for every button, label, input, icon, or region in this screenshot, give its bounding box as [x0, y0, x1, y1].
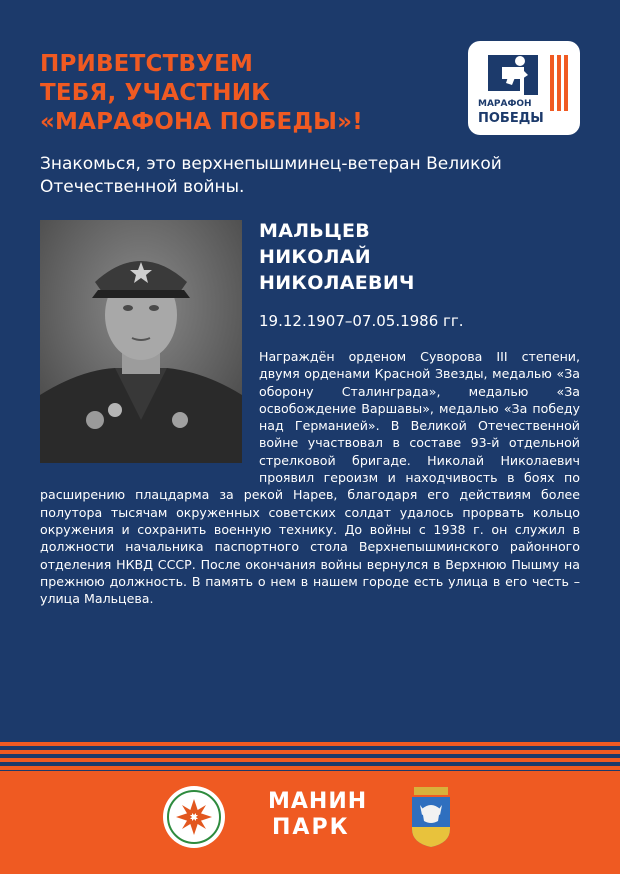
marathon-logo [468, 41, 580, 135]
life-dates: 19.12.1907–07.05.1986 гг. [259, 312, 464, 330]
title-line-3: «МАРАФОНА ПОБЕДЫ»! [40, 109, 363, 135]
manin-park-logo [268, 789, 368, 849]
logo-text-marathon: МАРАФОН [478, 99, 532, 109]
footer [0, 771, 620, 874]
name-line-1: МАЛЬЦЕВ [259, 220, 371, 242]
title-line-2: ТЕБЯ, УЧАСТНИК [40, 80, 271, 106]
logo-text-victory: ПОБЕДЫ [478, 111, 544, 126]
biography-text: Награждён орденом Суворова III степени, двумя орденами Красной Звезды, медалью «За оборону Сталинграда», медалью «За освобождение Варшавы», медалью «За победу над Германией». В Великой Отечественной войне участвовал в составе 93-й отдельной стрелковой бригаде. Николай Николаевич проявил героизм и находчивость в боях по расширению плацдарма за рекой Нарев, благодаря его действиям более полутора тысячам окруженных советских солдат удалось прорвать кольцо окружения и сохранить военную технику. До войны с 1938 г. он служил в должности начальника паспортного стола Верхнепышминского районного отделения НКВД СССР. После окончания войны вернулся в Верхнюю Пышму на прежнюю должность. В память о нем в нашем городе есть улица в его честь – улица Мальцева. [40, 349, 580, 607]
park-text: ПАРК [272, 815, 350, 840]
veteran-name [259, 218, 579, 296]
intro-text: Знакомься, это верхнепышминец-ветеран Великой Отечественной войны. [40, 154, 502, 197]
city-coat-of-arms [410, 787, 452, 849]
title-line-1: ПРИВЕТСТВУЕМ [40, 51, 254, 77]
biography [40, 348, 580, 607]
photo-float-spacer [40, 348, 259, 486]
page-title [40, 50, 440, 137]
round-emblem-logo [162, 785, 226, 849]
name-line-3: НИКОЛАЕВИЧ [259, 272, 415, 294]
manin-text: МАНИН [268, 789, 368, 814]
name-line-2: НИКОЛАЙ [259, 246, 371, 268]
